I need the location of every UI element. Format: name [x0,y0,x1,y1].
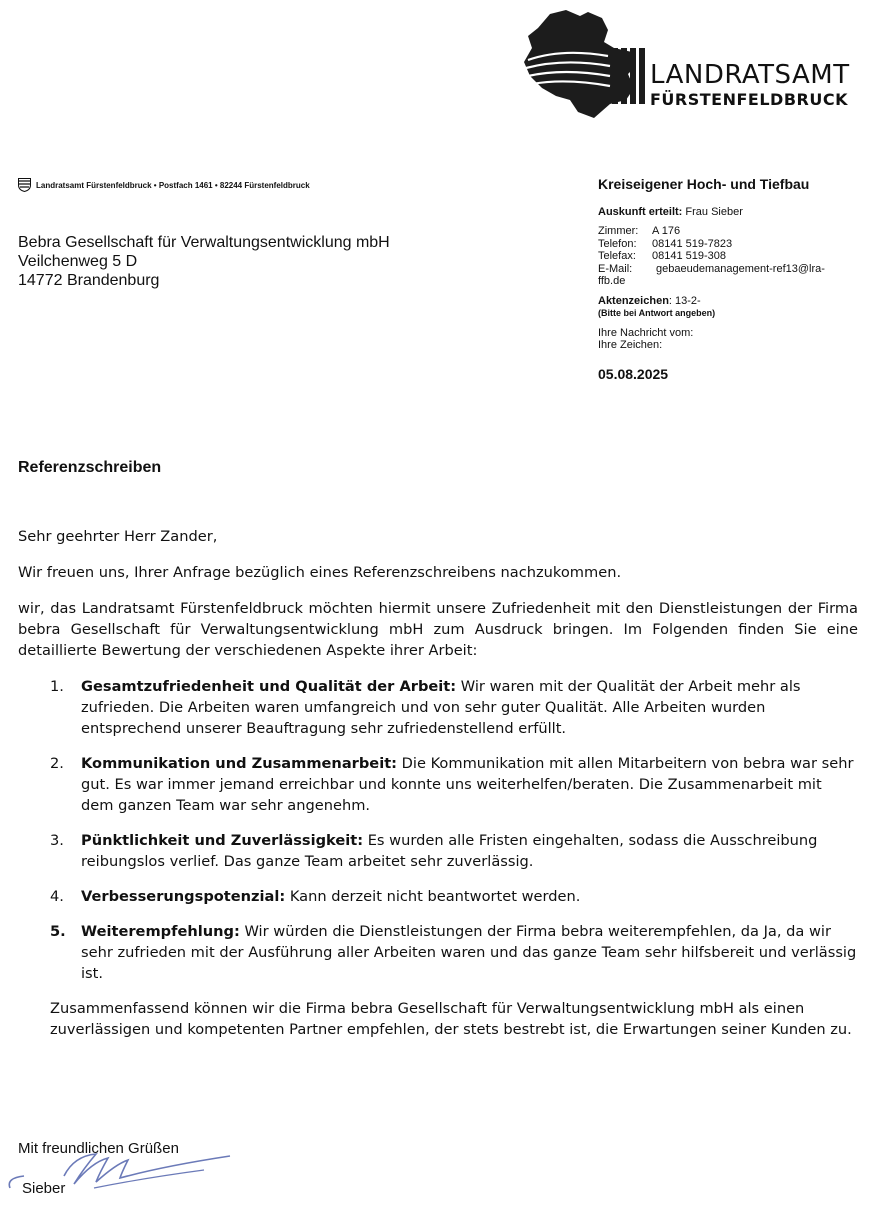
phone-value: 08141 519-7823 [652,237,733,250]
list-item-text: Kann derzeit nicht beantwortet werden. [285,888,581,905]
file-reference-value: : 13-2- [668,294,701,307]
file-reference-note: (Bitte bei Antwort angeben) [598,308,716,318]
list-item-number: 1. [50,678,64,695]
evaluation-list [18,676,858,984]
room-value: A 176 [652,225,681,237]
list-item [18,753,858,816]
letter-body [18,526,858,1055]
list-item-title: Gesamtzufriedenheit und Qualität der Arbeit: [81,678,457,695]
logo-title: LANDRATSAMT [650,60,850,90]
list-item-number: 4. [50,888,64,905]
recipient-address [18,233,390,290]
phone-label: Telefon: [598,237,637,250]
subject-line: Referenzschreiben [18,459,162,476]
logo-subtitle: FÜRSTENFELDBRUCK [650,90,848,109]
landratsamt-logo [522,8,862,120]
recipient-name: Bebra Gesellschaft für Verwaltungsentwicklung mbH [18,234,390,251]
list-item-number: 2. [50,755,64,772]
district-map-icon [522,8,652,120]
opening-paragraph: Wir freuen uns, Ihrer Anfrage bezüglich eines Referenzschreibens nachzukommen. [18,564,622,581]
summary-paragraph: Zusammenfassend können wir die Firma bebra Gesellschaft für Verwaltungsentwicklung mbH als einen zuverlässigen und kompetenten Partner empfehlen, der stets bestrebt ist, die Erwartungen seiner Kunden zu. [50,1000,852,1038]
fax-label: Telefax: [598,250,636,262]
closing-phrase: Mit freundlichen Grüßen [18,1140,179,1157]
email-row-continued[interactable]: ffb.de [598,275,626,287]
phone-row [598,238,872,251]
sender-line-text: Landratsamt Fürstenfeldbruck • Postfach 1461 • 82244 Fürstenfeldbruck [36,180,310,190]
coat-of-arms-icon [18,178,31,192]
department: Kreiseigener Hoch- und Tiefbau [598,176,810,192]
contact-label: Auskunft erteilt: [598,205,683,218]
list-item-title: Weiterempfehlung: [81,923,240,940]
list-item-title: Kommunikation und Zusammenarbeit: [81,755,398,772]
list-item-title: Verbesserungspotenzial: [81,888,286,905]
signer-name: Sieber [22,1180,66,1197]
salutation: Sehr geehrter Herr Zander, [18,528,218,545]
intro-paragraph: wir, das Landratsamt Fürstenfeldbruck möchten hiermit unsere Zufriedenheit mit den Dienstleistungen der Firma bebra Gesellschaft für Verwaltungsentwicklung mbH zum Ausdruck bringen. Im Folgenden finden Sie eine detaillierte Bewertung der verschiedenen Aspekte ihrer Arbeit: [18,600,858,659]
list-item-number: 5. [50,923,66,940]
your-reference-label: Ihre Zeichen: [598,339,663,351]
list-item [18,676,858,739]
info-block [598,178,872,380]
email-value[interactable]: gebaeudemanagement-ref13@lra- [656,262,825,275]
contact-row [598,206,872,219]
file-reference-label: Aktenzeichen [598,294,669,307]
list-item-number: 3. [50,832,64,849]
your-message-label: Ihre Nachricht vom: [598,326,694,339]
fax-value: 08141 519-308 [652,250,727,262]
room-label: Zimmer: [598,225,639,237]
list-item-text: Es wurden alle Fristen eingehalten, sodass die Ausschreibung reibungslos verlief. Das ganze Team arbeitet sehr zuverlässig. [81,832,818,870]
file-reference-row [598,295,872,308]
list-item-text: Wir waren mit der Qualität der Arbeit mehr als zufrieden. Die Arbeiten waren umfangreich und von sehr guter Qualität. Alle Arbeiten wurden entsprechend unserer Beauftragung sehr zufriedenstellend erfüllt. [81,678,801,737]
list-item [18,886,858,907]
email-row [598,263,872,276]
fax-row [598,250,872,263]
letter-date: 05.08.2025 [598,365,669,382]
sender-return-address [18,178,310,192]
contact-value: Frau Sieber [685,205,743,218]
email-label: E-Mail: [598,262,633,275]
list-item-text: Die Kommunikation mit allen Mitarbeitern von bebra war sehr gut. Es war immer jemand erreichbar und konnte uns weiterhelfen/beraten. Die Zusammenarbeit mit dem ganzen Team war sehr angenehm. [81,755,854,814]
recipient-street: Veilchenweg 5 D [18,253,138,270]
list-item-text: Wir würden die Dienstleistungen der Firma bebra weiterempfehlen, da Ja, da wir sehr zufrieden mit der Ausführung aller Arbeiten waren und das ganze Team sehr hilfsbereit und verlässig ist. [81,923,857,982]
list-item [18,921,858,984]
recipient-city: 14772 Brandenburg [18,272,160,289]
room-row [598,225,872,238]
list-item [18,830,858,872]
list-item-title: Pünktlichkeit und Zuverlässigkeit: [81,832,364,849]
